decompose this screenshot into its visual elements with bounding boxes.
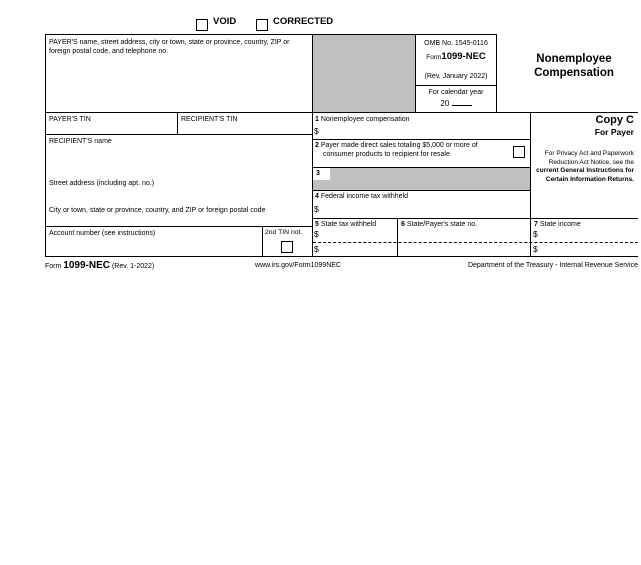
year-prefix: 20 [440, 99, 450, 108]
form-title-line1: Nonemployee [536, 53, 612, 65]
box4-dollar-sign: $ [314, 204, 319, 214]
box4-label: 4 Federal income tax withheld [315, 193, 409, 200]
recipient-name-label: RECIPIENT'S name [49, 138, 112, 145]
street-address-field[interactable] [49, 189, 304, 203]
corrected-checkbox[interactable] [256, 19, 268, 31]
box1-label: 1 Nonemployee compensation [315, 116, 410, 123]
footer-form-word: Form [45, 263, 62, 270]
omb-revision: (Rev. January 2022) [424, 73, 488, 80]
omb-form-word: Form [426, 54, 442, 61]
box5-dollar-sign-bottom: $ [314, 244, 319, 254]
payer-tin-field[interactable] [49, 124, 169, 133]
box3-number: 3 [316, 170, 320, 177]
box1-number: 1 [315, 116, 319, 123]
divider-line [397, 218, 398, 257]
privacy-act-notice: For Privacy Act and Paperwork Reduction Act Notice, see the current General Instructions for Certain Information Returns. [536, 150, 634, 183]
box5-dollar-sign-top: $ [314, 229, 319, 239]
omb-form-title [416, 51, 496, 62]
form-title-line2: Compensation [534, 67, 614, 79]
divider-line [312, 139, 531, 140]
divider-line [312, 34, 313, 257]
recipient-tin-label: RECIPIENT'S TIN [181, 116, 238, 123]
box5-number: 5 [315, 221, 319, 228]
city-state-zip-label: City or town, state or province, country, and ZIP or foreign postal code [49, 207, 266, 214]
box2-number: 2 [315, 142, 319, 149]
footer-form-number: 1099-NEC [63, 260, 110, 271]
omb-number: OMB No. 1545-0116 [424, 40, 488, 47]
box7-number: 7 [534, 221, 538, 228]
divider-line [177, 112, 178, 135]
form-title [518, 52, 630, 80]
box4-number: 4 [315, 193, 319, 200]
payer-info-label: PAYER'S name, street address, city or town, state or province, country, ZIP or foreign postal code, and telephone no. [49, 39, 290, 55]
divider-line [262, 226, 263, 257]
copy-label: Copy C [595, 114, 634, 126]
divider-line [530, 112, 531, 257]
box7-dollar-sign-top: $ [533, 229, 538, 239]
treasury-label: Department of the Treasury - Internal Revenue Service [467, 262, 638, 269]
recipient-tin-field[interactable] [181, 124, 301, 133]
recipient-name-field[interactable] [49, 147, 304, 175]
privacy-act-notice-bold: current General Instructions for Certain Information Returns. [536, 167, 634, 183]
for-payer-label: For Payer [594, 127, 634, 137]
year-blank-field[interactable] [452, 97, 472, 106]
shaded-area-box3 [313, 168, 530, 190]
divider-line [45, 256, 638, 257]
account-number-label: Account number (see instructions) [49, 230, 156, 237]
payer-tin-label: PAYER'S TIN [49, 116, 91, 123]
payer-info-field[interactable] [49, 58, 307, 108]
divider-line [496, 34, 497, 113]
void-checkbox[interactable] [196, 19, 208, 31]
box7-label: 7 State income [534, 221, 581, 228]
box7-amount-field-top[interactable] [543, 229, 633, 239]
irs-url-link[interactable]: www.irs.gov/Form1099NEC [255, 262, 341, 269]
box6-label: 6 State/Payer's state no. [401, 221, 478, 228]
footer-form-id [45, 260, 154, 271]
city-state-zip-field[interactable] [49, 216, 304, 225]
second-tin-label: 2nd TIN not. [265, 229, 303, 236]
divider-line [45, 112, 638, 113]
street-address-label: Street address (including apt. no.) [49, 180, 155, 187]
omb-form-number: 1099-NEC [441, 51, 486, 62]
void-label: VOID [213, 16, 237, 27]
box2-checkbox[interactable] [513, 146, 525, 158]
box7-amount-field-bottom[interactable] [543, 244, 633, 254]
box7-dollar-sign-bottom: $ [533, 244, 538, 254]
divider-line [45, 34, 497, 35]
footer-revision: (Rev. 1-2022) [111, 263, 155, 270]
calendar-year-entry [416, 97, 496, 108]
account-number-field[interactable] [49, 240, 254, 254]
box2-label: 2 Payer made direct sales totaling $5,000 or more of consumer products to recipient for resale [315, 142, 478, 158]
box1-amount-field[interactable] [324, 126, 524, 136]
corrected-label: CORRECTED [273, 16, 334, 27]
divider-line [415, 85, 497, 86]
divider-line [45, 226, 313, 227]
divider-line [312, 190, 531, 191]
divider-line [312, 218, 638, 219]
divider-line [45, 134, 313, 135]
calendar-year-label: For calendar year [428, 89, 484, 96]
box5-amount-field-bottom[interactable] [324, 244, 394, 254]
divider-line [312, 167, 531, 168]
box6-field[interactable] [401, 229, 526, 254]
box1-dollar-sign: $ [314, 126, 319, 136]
box4-amount-field[interactable] [324, 204, 524, 214]
second-tin-checkbox[interactable] [281, 241, 293, 253]
box5-label: 5 State tax withheld [315, 221, 377, 228]
divider-line [45, 34, 46, 257]
box5-amount-field-top[interactable] [324, 229, 394, 239]
shaded-area-top [313, 35, 415, 112]
box6-number: 6 [401, 221, 405, 228]
